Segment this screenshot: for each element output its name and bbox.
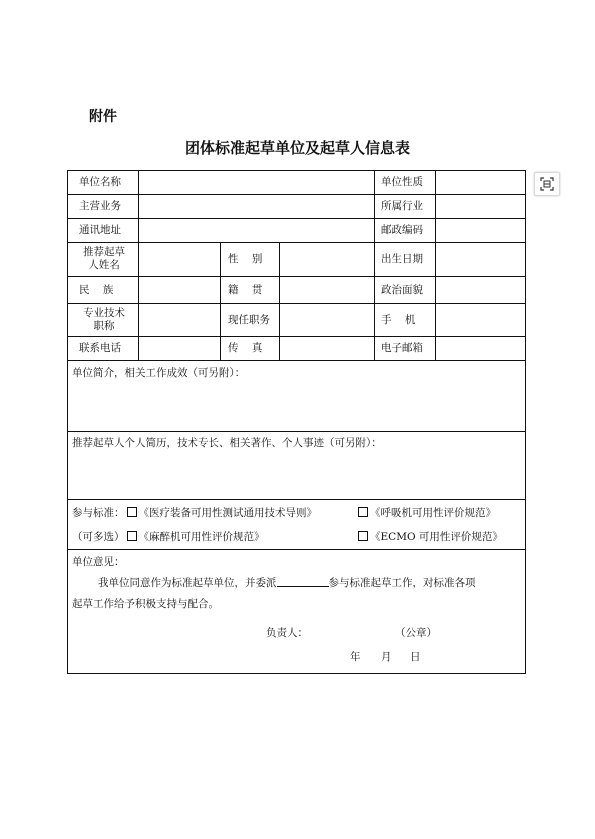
label-recommended-name — [72, 246, 136, 272]
std-1-label: 《医疗装备可用性测试通用技术导则》 — [138, 507, 317, 519]
opinion-text-b: 参与标准起草工作，对标准各项 — [328, 577, 476, 589]
label-ethnicity: 民 族 — [79, 284, 114, 296]
label-tech-title — [72, 307, 136, 333]
opinion-text-a: 我单位同意作为标准起草单位，并委派 — [98, 577, 277, 589]
info-form — [67, 170, 526, 674]
checkbox-std-1[interactable] — [127, 507, 137, 517]
label-recommended-name-line1: 推荐起草 — [83, 246, 125, 258]
std-2-label: 《呼吸机可用性评价规范》 — [370, 507, 496, 519]
label-tech-title-line2: 职称 — [93, 320, 115, 332]
opinion-line-2: 起草工作给予积极支持与配合。 — [72, 598, 219, 610]
label-fax: 传 真 — [228, 342, 263, 354]
opinion-line-1 — [98, 576, 476, 590]
date-month: 月 — [381, 651, 392, 663]
responsible-label: 负责人： — [266, 627, 308, 639]
delegate-name-field[interactable] — [277, 576, 329, 587]
opinion-title: 单位意见： — [72, 556, 125, 568]
participate-row-1-right — [356, 506, 496, 520]
participate-row-2-right — [356, 530, 503, 544]
seal-label: （公章） — [395, 627, 437, 639]
checkbox-std-2[interactable] — [358, 507, 368, 517]
participate-row-1 — [72, 506, 317, 520]
date-day: 日 — [410, 651, 421, 663]
label-current-position: 现任职务 — [228, 314, 270, 326]
label-birth-date: 出生日期 — [381, 253, 423, 265]
date-year: 年 — [350, 651, 361, 663]
checkbox-std-4[interactable] — [358, 531, 368, 541]
std-3-label: 《麻醉机可用性评价规范》 — [138, 531, 265, 543]
label-native-place: 籍 贯 — [228, 284, 263, 296]
label-political-status: 政治面貌 — [381, 284, 423, 296]
label-address: 通讯地址 — [79, 224, 121, 236]
label-mobile: 手 机 — [381, 314, 416, 326]
attachment-label: 附件 — [89, 109, 117, 125]
participate-row-2 — [72, 530, 265, 544]
label-unit-nature: 单位性质 — [381, 176, 423, 188]
label-phone: 联系电话 — [79, 342, 121, 354]
label-postcode: 邮政编码 — [381, 224, 423, 236]
label-tech-title-line1: 专业技术 — [83, 307, 125, 319]
label-industry: 所属行业 — [381, 200, 423, 212]
page-title: 团体标准起草单位及起草人信息表 — [184, 139, 410, 157]
label-main-business: 主营业务 — [79, 200, 121, 212]
label-recommended-name-line2: 人姓名 — [88, 259, 120, 271]
checkbox-std-3[interactable] — [127, 531, 137, 541]
scan-icon[interactable] — [534, 172, 560, 196]
label-unit-name: 单位名称 — [79, 176, 121, 188]
label-email: 电子邮箱 — [381, 342, 423, 354]
participate-label: 参与标准： — [72, 507, 125, 519]
unit-intro-label: 单位简介，相关工作成效（可另附）： — [72, 367, 246, 379]
person-intro-label: 推荐起草人个人简历，技术专长、相关著作、个人事迹（可另附）： — [72, 437, 382, 449]
std-4-label: 《ECMO 可用性评价规范》 — [370, 531, 503, 543]
label-gender: 性 别 — [228, 253, 263, 265]
multi-choice-label: （可多选） — [72, 531, 125, 543]
